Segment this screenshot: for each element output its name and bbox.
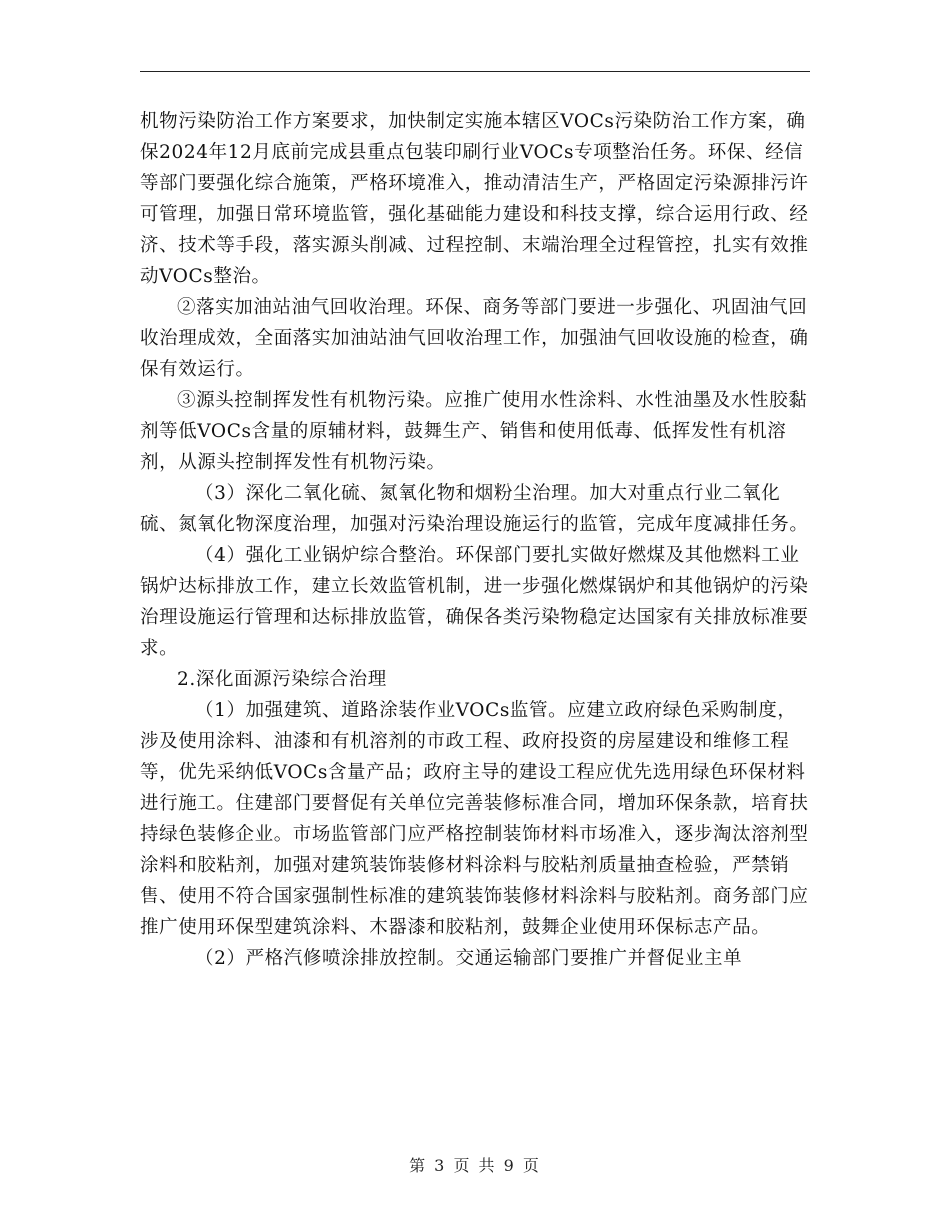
- header-rule: [140, 71, 810, 72]
- section-heading: 2.深化面源污染综合治理: [177, 669, 387, 690]
- paragraph: （3）深化二氧化硫、氮氧化物和烟粉尘治理。加大对重点行业二氧化硫、氮氧化物深度治理，加强对污染治理设施运行的监管，完成年度减排任务。: [140, 483, 809, 535]
- page-number: 第 3 页 共 9 页: [409, 1156, 541, 1175]
- paragraph: ②落实加油站油气回收治理。环保、商务等部门要进一步强化、巩固油气回收治理成效，全面落实加油站油气回收治理工作，加强油气回收设施的检查，确保有效运行。: [140, 297, 809, 380]
- document-body: [140, 106, 810, 974]
- paragraph: 机物污染防治工作方案要求，加快制定实施本辖区VOCs污染防治工作方案，确保2024年12月底前完成县重点包装印刷行业VOCs专项整治任务。环保、经信等部门要强化综合施策，严格环境准入，推动清洁生产，严格固定污染源排污许可管理，加强日常环境监管，强化基础能力建设和科技支撑，综合运用行政、经济、技术等手段，落实源头削减、过程控制、末端治理全过程管控，扎实有效推动VOCs整治。: [140, 111, 809, 287]
- paragraph: （4）强化工业锅炉综合整治。环保部门要扎实做好燃煤及其他燃料工业锅炉达标排放工作，建立长效监管机制，进一步强化燃煤锅炉和其他锅炉的污染治理设施运行管理和达标排放监管，确保各类污染物稳定达国家有关排放标准要求。: [140, 545, 809, 659]
- paragraph: （2）严格汽修喷涂排放控制。交通运输部门要推广并督促业主单: [195, 948, 743, 969]
- paragraph: （1）加强建筑、道路涂装作业VOCs监管。应建立政府绿色采购制度，涉及使用涂料、油漆和有机溶剂的市政工程、政府投资的房屋建设和维修工程等，优先采纳低VOCs含量产品；政府主导的建设工程应优先选用绿色环保材料进行施工。住建部门要督促有关单位完善装修标准合同，增加环保条款，培育扶持绿色装修企业。市场监管部门应严格控制装饰材料市场准入，逐步淘汰溶剂型涂料和胶粘剂，加强对建筑装饰装修材料涂料与胶粘剂质量抽查检验，严禁销售、使用不符合国家强制性标准的建筑装饰装修材料涂料与胶粘剂。商务部门应推广使用环保型建筑涂料、木器漆和胶粘剂，鼓舞企业使用环保标志产品。: [140, 700, 809, 938]
- paragraph: ③源头控制挥发性有机物污染。应推广使用水性涂料、水性油墨及水性胶黏剂等低VOCs含量的原辅材料，鼓舞生产、销售和使用低毒、低挥发性有机溶剂，从源头控制挥发性有机物污染。: [140, 390, 808, 473]
